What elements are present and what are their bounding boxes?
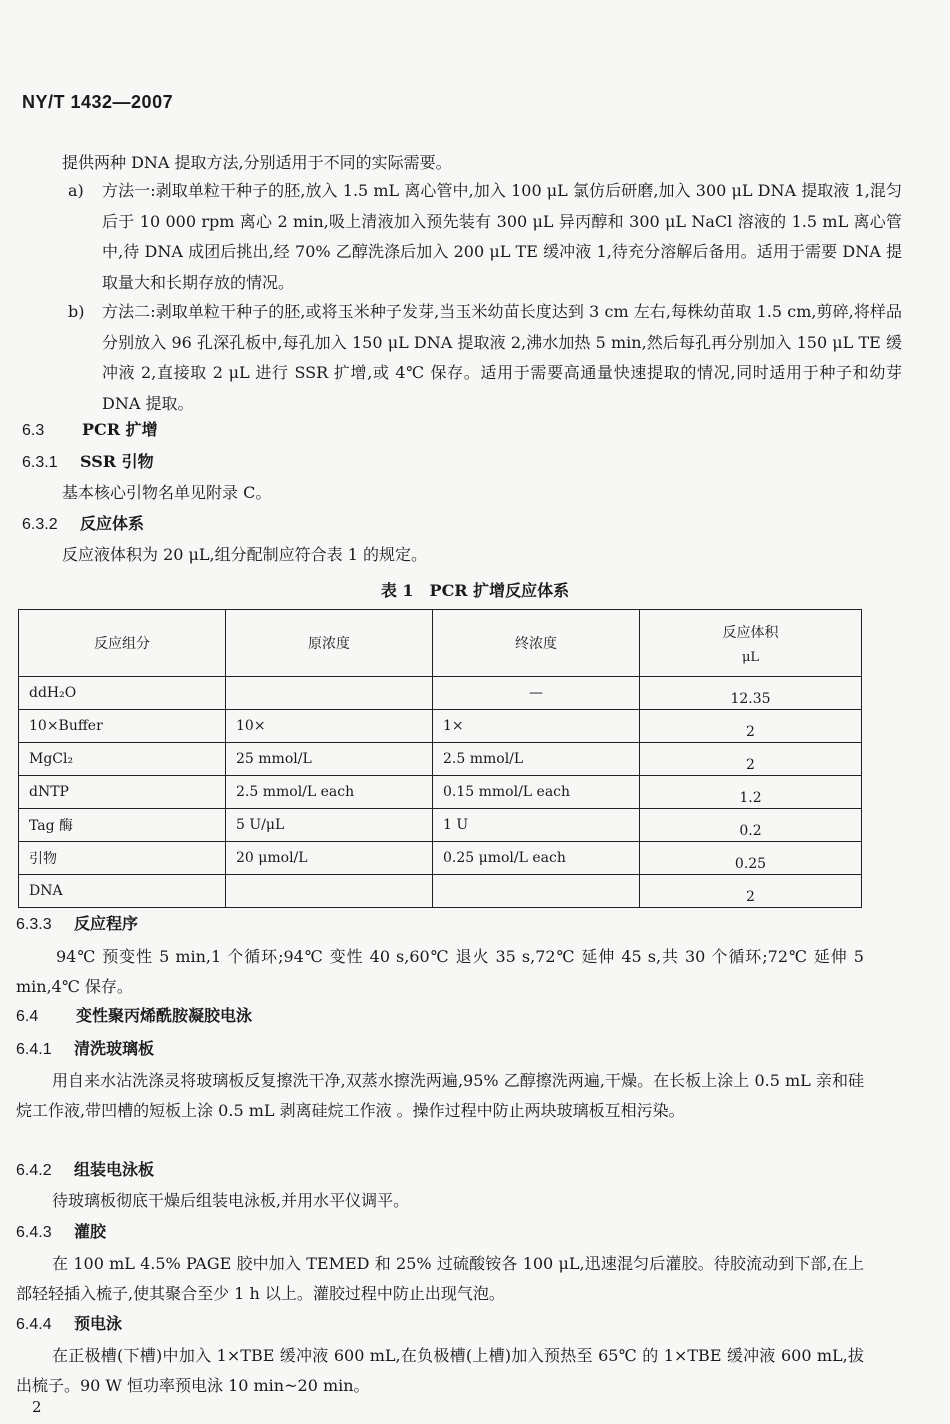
cell-final: 1× bbox=[433, 710, 640, 743]
table-row bbox=[19, 743, 862, 776]
section-6-3-3-heading bbox=[16, 911, 138, 934]
section-6-4-4-text: 在正极槽(下槽)中加入 1×TBE 缓冲液 600 mL,在负极槽(上槽)加入预热至 65℃ 的 1×TBE 缓冲液 600 mL,拔出梳子。90 W 恒功率预电泳 10 min~20 min。 bbox=[16, 1346, 864, 1395]
section-title: SSR 引物 bbox=[80, 452, 154, 471]
cell-stock: 20 μmol/L bbox=[226, 842, 433, 875]
cell-final: — bbox=[433, 677, 640, 710]
cell-volume: 2 bbox=[640, 710, 862, 743]
section-6-4-2-text: 待玻璃板彻底干燥后组装电泳板,并用水平仪调平。 bbox=[52, 1191, 410, 1210]
section-title: 反应体系 bbox=[80, 514, 145, 533]
standard-number-header: NY/T 1432—2007 bbox=[22, 92, 174, 112]
cell-component: Tag 酶 bbox=[19, 809, 226, 842]
section-number: 6.4.2 bbox=[16, 1162, 52, 1179]
intro-paragraph: 提供两种 DNA 提取方法,分别适用于不同的实际需要。 bbox=[62, 153, 452, 172]
section-title: 变性聚丙烯酰胺凝胶电泳 bbox=[76, 1006, 253, 1025]
section-6-3-heading bbox=[22, 417, 158, 440]
section-number: 6.4.1 bbox=[16, 1041, 52, 1058]
section-6-4-1-heading bbox=[16, 1036, 154, 1059]
section-6-4-4-heading bbox=[16, 1311, 122, 1334]
section-6-4-heading bbox=[16, 1003, 252, 1026]
cell-component: ddH₂O bbox=[19, 677, 226, 710]
cell-stock: 10× bbox=[226, 710, 433, 743]
table-header-row bbox=[19, 610, 862, 677]
method-a-label: a) bbox=[68, 181, 84, 200]
header-volume-unit: μL bbox=[741, 649, 760, 665]
table-row bbox=[19, 842, 862, 875]
section-6-3-1-text: 基本核心引物名单见附录 C。 bbox=[62, 483, 272, 502]
cell-stock bbox=[226, 677, 433, 710]
cell-component: 引物 bbox=[19, 842, 226, 875]
table-row bbox=[19, 809, 862, 842]
section-6-3-1-heading bbox=[22, 449, 154, 472]
section-number: 6.3.2 bbox=[22, 516, 58, 533]
cell-volume: 12.35 bbox=[640, 677, 862, 710]
method-b-text: 方法二:剥取单粒干种子的胚,或将玉米种子发芽,当玉米幼苗长度达到 3 cm 左右,每株幼苗取 1.5 cm,剪碎,将样品分别放入 96 孔深孔板中,每孔加入 150 μL DNA 提取液 2,沸水加热 5 min,然后每孔再分别加入 150 μL TE 缓冲液 2,直接取 2 μL 进行 SSR 扩增,或 4℃ 保存。适用于需要高通量快速提取的情况,同时适用于种子和幼芽 DNA 提取。 bbox=[102, 302, 902, 413]
section-title: 预电泳 bbox=[74, 1314, 123, 1333]
section-6-3-2-heading bbox=[22, 511, 144, 534]
cell-volume: 1.2 bbox=[640, 776, 862, 809]
section-6-3-3-text: 94℃ 预变性 5 min,1 个循环;94℃ 变性 40 s,60℃ 退火 35 s,72℃ 延伸 45 s,共 30 个循环;72℃ 延伸 5 min,4℃ 保存。 bbox=[16, 947, 864, 996]
header-volume-label: 反应体积 bbox=[722, 624, 779, 641]
cell-stock: 2.5 mmol/L each bbox=[226, 776, 433, 809]
section-number: 6.3 bbox=[22, 422, 45, 439]
header-final-concentration: 终浓度 bbox=[433, 610, 640, 677]
table-row bbox=[19, 677, 862, 710]
header-stock-concentration: 原浓度 bbox=[226, 610, 433, 677]
cell-final: 0.25 μmol/L each bbox=[433, 842, 640, 875]
page-number: 2 bbox=[32, 1398, 42, 1416]
cell-component: dNTP bbox=[19, 776, 226, 809]
cell-volume: 0.2 bbox=[640, 809, 862, 842]
table-row bbox=[19, 875, 862, 908]
cell-final: 2.5 mmol/L bbox=[433, 743, 640, 776]
section-number: 6.4.3 bbox=[16, 1224, 52, 1241]
cell-stock: 5 U/μL bbox=[226, 809, 433, 842]
cell-component: 10×Buffer bbox=[19, 710, 226, 743]
cell-component: DNA bbox=[19, 875, 226, 908]
table-row bbox=[19, 776, 862, 809]
cell-final: 1 U bbox=[433, 809, 640, 842]
section-title: 灌胶 bbox=[74, 1222, 107, 1241]
section-title: PCR 扩增 bbox=[82, 420, 158, 439]
section-number: 6.3.1 bbox=[22, 454, 58, 471]
cell-component: MgCl₂ bbox=[19, 743, 226, 776]
section-title: 反应程序 bbox=[74, 914, 139, 933]
section-title: 清洗玻璃板 bbox=[74, 1039, 155, 1058]
cell-volume: 2 bbox=[640, 875, 862, 908]
section-6-4-3-text: 在 100 mL 4.5% PAGE 胶中加入 TEMED 和 25% 过硫酸铵各 100 μL,迅速混匀后灌胶。待胶流动到下部,在上部轻轻插入梳子,使其聚合至少 1 h 以上。灌胶过程中防止出现气泡。 bbox=[16, 1254, 864, 1303]
cell-stock bbox=[226, 875, 433, 908]
section-number: 6.3.3 bbox=[16, 916, 52, 933]
header-component: 反应组分 bbox=[19, 610, 226, 677]
pcr-reaction-table bbox=[18, 609, 862, 908]
cell-final bbox=[433, 875, 640, 908]
method-b-label: b) bbox=[68, 302, 85, 321]
cell-final: 0.15 mmol/L each bbox=[433, 776, 640, 809]
header-volume bbox=[640, 610, 862, 677]
section-6-4-3-heading bbox=[16, 1219, 106, 1242]
section-6-3-2-text: 反应液体积为 20 μL,组分配制应符合表 1 的规定。 bbox=[62, 545, 427, 564]
method-a-text: 方法一:剥取单粒干种子的胚,放入 1.5 mL 离心管中,加入 100 μL 氯仿后研磨,加入 300 μL DNA 提取液 1,混匀后于 10 000 rpm 离心 2 min,吸上清液加入预先装有 300 μL 异丙醇和 300 μL NaCl 溶液的 1.5 mL 离心管中,待 DNA 成团后挑出,经 70% 乙醇洗涤后加入 200 μL TE 缓冲液 1,待充分溶解后备用。适用于需要 DNA 提取量大和长期存放的情况。 bbox=[102, 181, 902, 292]
table-caption: 表 1 PCR 扩增反应体系 bbox=[380, 581, 570, 600]
table-row bbox=[19, 710, 862, 743]
section-number: 6.4.4 bbox=[16, 1316, 52, 1333]
cell-stock: 25 mmol/L bbox=[226, 743, 433, 776]
section-title: 组装电泳板 bbox=[74, 1160, 155, 1179]
section-number: 6.4 bbox=[16, 1008, 39, 1025]
section-6-4-2-heading bbox=[16, 1157, 154, 1180]
cell-volume: 2 bbox=[640, 743, 862, 776]
section-6-4-1-text: 用自来水沾洗涤灵将玻璃板反复擦洗干净,双蒸水擦洗两遍,95% 乙醇擦洗两遍,干燥。在长板上涂上 0.5 mL 亲和硅烷工作液,带凹槽的短板上涂 0.5 mL 剥离硅烷工作液 。操作过程中防止两块玻璃板互相污染。 bbox=[16, 1071, 864, 1120]
cell-volume: 0.25 bbox=[640, 842, 862, 875]
